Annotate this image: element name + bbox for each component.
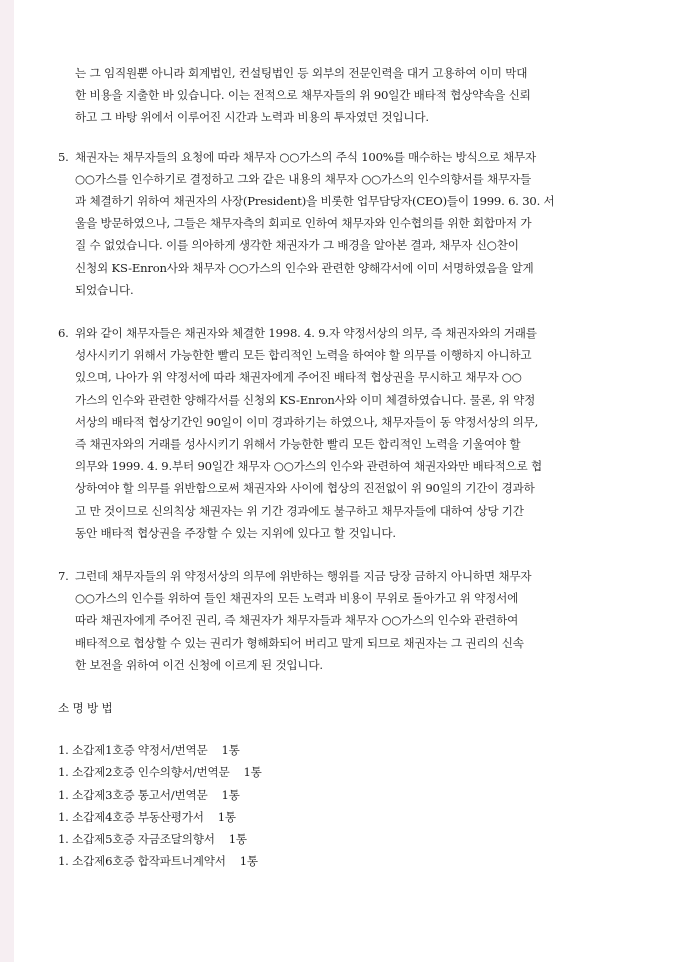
text-line: 의무와 1999. 4. 9.부터 90일간 채무자 ○○가스의 인수와 관련하여 채권자와만 배타적으로 협 xyxy=(75,459,543,474)
text-line: 있으며, 나아가 위 약정서에 따라 채권자에게 주어진 배타적 협상권을 무시하고 채무자 ○○ xyxy=(75,370,522,385)
text-line: ○○가스의 인수를 위하여 들인 채권자의 모든 노력과 비용이 무위로 돌아가고 위 약정서에 xyxy=(75,591,519,606)
evidence-item: 1. 소갑제2호증 인수의향서/번역문 1통 xyxy=(58,765,262,780)
item-number: 6. xyxy=(58,326,69,341)
evidence-heading: 소 명 방 법 xyxy=(58,701,113,716)
text-line: 배타적으로 협상할 수 있는 권리가 형해화되어 버리고 말게 되므로 채권자는 그 권리의 신속 xyxy=(75,635,524,650)
paragraph-item-7 xyxy=(58,565,628,676)
text-line: 하고 그 바탕 위에서 이루어진 시간과 노력과 비용의 투자였던 것입니다. xyxy=(75,110,429,125)
paragraph-item-6 xyxy=(58,322,628,544)
text-line: 상하여야 할 의무를 위반함으로써 채권자와 사이에 협상의 진전없이 위 90일의 기간이 경과하 xyxy=(75,481,535,496)
text-line: 동안 배타적 협상권을 주장할 수 있는 지위에 있다고 할 것입니다. xyxy=(75,525,396,540)
text-line: 울을 방문하였으나, 그들은 채무자측의 회피로 인하여 채무자와 인수협의를 위한 회합마저 가 xyxy=(75,216,532,231)
evidence-item: 1. 소갑제5호증 자금조달의향서 1통 xyxy=(58,832,247,847)
item-number: 7. xyxy=(58,569,69,584)
text-line: 채권자는 채무자들의 요청에 따라 채무자 ○○가스의 주식 100%를 매수하는 방식으로 채무자 xyxy=(75,149,537,164)
text-line: 즉 채권자와의 거래를 성사시키기 위해서 가능한한 빨리 모든 합리적인 노력을 기울여야 할 xyxy=(75,437,521,452)
page-left-strip xyxy=(0,0,14,962)
text-line: 한 비용을 지출한 바 있습니다. 이는 전적으로 채무자들의 위 90일간 배타적 협상약속을 신뢰 xyxy=(75,88,531,103)
text-line: 과 체결하기 위하여 채권자의 사장(President)을 비롯한 업무담당자(CEO)들이 1999. 6. 30. 서 xyxy=(75,194,555,209)
evidence-item: 1. 소갑제1호증 약정서/번역문 1통 xyxy=(58,743,240,758)
text-line: 는 그 임직원뿐 아니라 회계법인, 컨설팅법인 등 외부의 전문인력을 대거 고용하여 이미 막대 xyxy=(75,66,528,80)
evidence-item: 1. 소갑제4호증 부동산평가서 1통 xyxy=(58,809,236,824)
text-line: 위와 같이 채무자들은 채권자와 체결한 1998. 4. 9.자 약정서상의 의무, 즉 채권자와의 거래를 xyxy=(75,326,537,341)
text-line: 한 보전을 위하여 이건 신청에 이르게 된 것입니다. xyxy=(75,657,323,672)
evidence-item: 1. 소갑제3호증 통고서/번역문 1통 xyxy=(58,787,240,802)
paragraph-item-5 xyxy=(58,146,628,301)
text-line: 되었습니다. xyxy=(75,282,134,297)
intro-paragraph xyxy=(58,62,628,129)
text-line: 가스의 인수와 관련한 양해각서를 신청외 KS-Enron사와 이미 체결하였습니다. 물론, 위 약정 xyxy=(75,392,536,407)
item-number: 5. xyxy=(58,149,69,164)
text-line: 고 만 것이므로 신의칙상 채권자는 위 기간 경과에도 불구하고 채무자들에 대하여 상당 기간 xyxy=(75,503,524,518)
text-line: 성사시키기 위해서 가능한한 빨리 모든 합리적인 노력을 하여야 할 의무를 이행하지 아니하고 xyxy=(75,348,532,363)
text-line: 따라 채권자에게 주어진 권리, 즉 채권자가 채무자들과 채무자 ○○가스의 인수와 관련하여 xyxy=(75,613,519,628)
evidence-list xyxy=(58,739,628,872)
text-line: 그런데 채무자들의 위 약정서상의 의무에 위반하는 행위를 지금 당장 금하지 아니하면 채무자 xyxy=(75,569,532,584)
text-line: 신청외 KS-Enron사와 채무자 ○○가스의 인수와 관련한 양해각서에 이미 서명하였음을 알게 xyxy=(75,260,534,275)
evidence-item: 1. 소갑제6호증 합작파트너계약서 1통 xyxy=(58,854,258,869)
document-body xyxy=(58,62,628,873)
text-line: ○○가스를 인수하기로 결정하고 그와 같은 내용의 채무자 ○○가스의 인수의향서를 채무자들 xyxy=(75,171,532,186)
text-line: 질 수 없었습니다. 이를 의아하게 생각한 채권자가 그 배경을 알아본 결과, 채무자 신○찬이 xyxy=(75,238,519,253)
text-line: 서상의 배타적 협상기간인 90일이 이미 경과하기는 하였으나, 채무자들이 동 약정서상의 의무, xyxy=(75,414,539,429)
